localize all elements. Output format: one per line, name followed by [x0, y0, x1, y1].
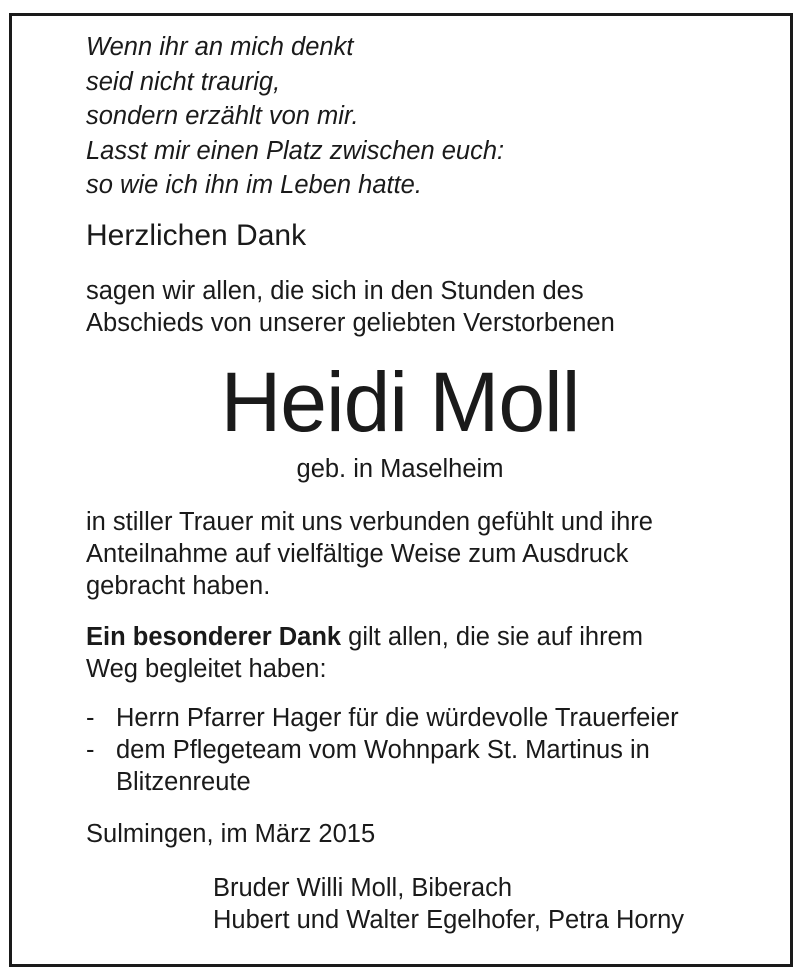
list-item-line: Herrn Pfarrer Hager für die würdevolle Trauerfeier [116, 704, 679, 732]
special-thanks-line-1 [86, 621, 643, 653]
intro-paragraph [86, 275, 615, 339]
list-dash: - [86, 736, 95, 764]
condolence-line: in stiller Trauer mit uns verbunden gefühlt und ihre [86, 508, 653, 536]
special-thanks-line-2: Weg begleitet haben: [86, 655, 327, 683]
thanks-list [86, 702, 679, 798]
list-item [86, 734, 679, 798]
place-date: Sulmingen, im März 2015 [86, 820, 376, 848]
condolence-line: gebracht haben. [86, 572, 271, 600]
poem [86, 30, 504, 203]
birth-note: geb. in Maselheim [296, 455, 504, 483]
special-thanks-text: gilt allen, die sie auf ihrem [341, 623, 643, 651]
thanks-heading: Herzlichen Dank [86, 219, 307, 252]
list-item-text [116, 702, 679, 734]
signatures [213, 872, 684, 936]
poem-line: Wenn ihr an mich denkt [86, 33, 354, 61]
intro-line: sagen wir allen, die sich in den Stunden des [86, 277, 584, 305]
poem-line: seid nicht traurig, [86, 67, 281, 96]
poem-line: sondern erzählt von mir. [86, 102, 359, 130]
condolence-paragraph [86, 506, 653, 602]
list-item-line: Blitzenreute [116, 768, 251, 796]
condolence-line: Anteilnahme auf vielfältige Weise zum Ausdruck [86, 540, 629, 568]
poem-line: so wie ich ihn im Leben hatte. [86, 171, 422, 199]
special-thanks-emphasis: Ein besonderer Dank [86, 623, 342, 651]
poem-line: Lasst mir einen Platz zwischen euch: [86, 136, 505, 165]
list-dash: - [86, 704, 95, 732]
intro-line: Abschieds von unserer geliebten Verstorbenen [86, 309, 615, 337]
list-item-line: dem Pflegeteam vom Wohnpark St. Martinus in [116, 736, 650, 764]
list-item [86, 702, 679, 734]
special-thanks-paragraph [86, 621, 643, 685]
signature-line: Bruder Willi Moll, Biberach [213, 874, 513, 902]
list-item-text [116, 734, 650, 798]
deceased-name: Heidi Moll [220, 355, 580, 449]
signature-line: Hubert und Walter Egelhofer, Petra Horny [213, 906, 685, 934]
